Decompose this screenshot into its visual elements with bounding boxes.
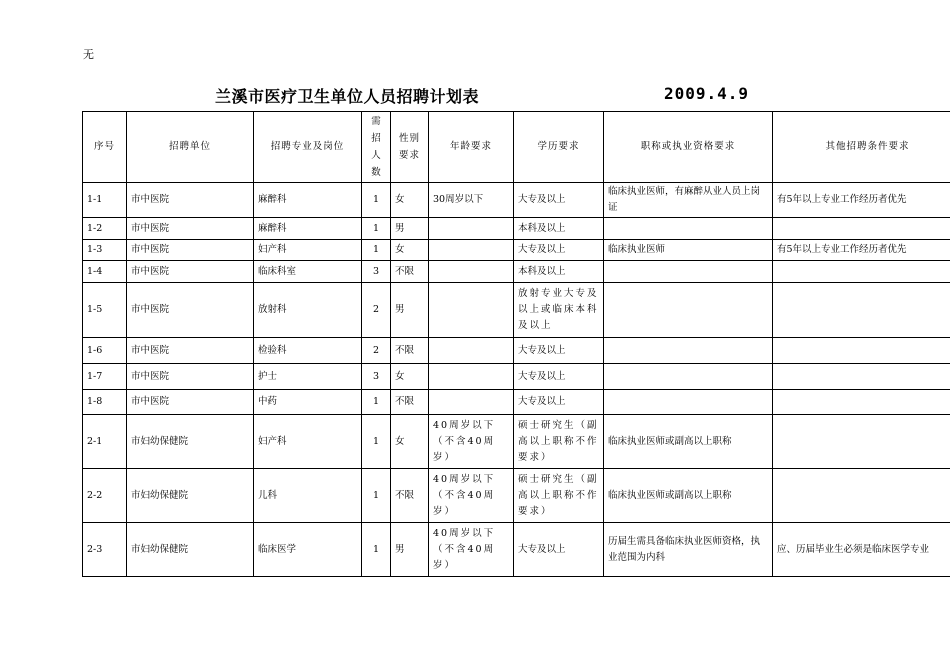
cell-title-requirement: 临床执业医师，有麻醉从业人员上岗证 [604,183,773,218]
cell-other-requirement: 应、历届毕业生必须是临床医学专业 [773,523,950,577]
cell-education: 硕士研究生（副高以上职称不作要求） [514,415,604,469]
cell-age: 40周岁以下（不含40周岁） [429,415,514,469]
cell-age [429,283,514,338]
cell-position: 妇产科 [254,415,362,469]
header-age: 年龄要求 [429,112,514,183]
cell-count: 1 [362,523,391,577]
cell-education: 本科及以上 [514,261,604,283]
cell-count: 1 [362,183,391,218]
cell-gender: 男 [391,218,429,240]
cell-seq: 1-4 [83,261,127,283]
page-title: 兰溪市医疗卫生单位人员招聘计划表 [215,87,480,106]
cell-unit: 市中医院 [127,240,254,261]
cell-age [429,261,514,283]
cell-seq: 1-2 [83,218,127,240]
cell-other-requirement: 有5年以上专业工作经历者优先 [773,183,950,218]
cell-unit: 市中医院 [127,390,254,415]
cell-gender: 女 [391,364,429,390]
cell-seq: 2-2 [83,469,127,523]
header-count: 需招人数 [362,112,391,183]
cell-unit: 市妇幼保健院 [127,523,254,577]
cell-education: 大专及以上 [514,183,604,218]
cell-other-requirement [773,261,950,283]
cell-position: 临床医学 [254,523,362,577]
cell-count: 3 [362,364,391,390]
corner-note: 无 [83,48,94,61]
cell-other-requirement: 有5年以上专业工作经历者优先 [773,240,950,261]
cell-age: 40周岁以下（不含40周岁） [429,523,514,577]
table-row [83,415,950,469]
cell-education: 大专及以上 [514,338,604,364]
document-date: 2009.4.9 [664,84,750,103]
recruitment-table [82,111,950,577]
table-row [83,183,950,218]
cell-unit: 市中医院 [127,183,254,218]
table-row [83,390,950,415]
cell-title-requirement [604,261,773,283]
recruitment-table-container [82,111,950,578]
cell-title-requirement [604,338,773,364]
cell-other-requirement [773,364,950,390]
cell-gender: 女 [391,183,429,218]
cell-education: 本科及以上 [514,218,604,240]
cell-title-requirement [604,218,773,240]
cell-position: 中药 [254,390,362,415]
cell-unit: 市中医院 [127,261,254,283]
cell-title-requirement [604,364,773,390]
table-row [83,469,950,523]
table-row [83,523,950,577]
cell-title-requirement [604,283,773,338]
cell-seq: 1-5 [83,283,127,338]
header-other-requirement: 其他招聘条件要求 [773,112,950,183]
cell-age [429,218,514,240]
cell-other-requirement [773,390,950,415]
header-education: 学历要求 [514,112,604,183]
cell-unit: 市中医院 [127,218,254,240]
cell-position: 检验科 [254,338,362,364]
cell-education: 硕士研究生（副高以上职称不作要求） [514,469,604,523]
cell-count: 1 [362,390,391,415]
cell-count: 2 [362,338,391,364]
cell-unit: 市妇幼保健院 [127,415,254,469]
table-row [83,240,950,261]
cell-title-requirement [604,390,773,415]
cell-unit: 市中医院 [127,338,254,364]
cell-education: 大专及以上 [514,240,604,261]
cell-gender: 女 [391,415,429,469]
cell-position: 护士 [254,364,362,390]
cell-position: 放射科 [254,283,362,338]
cell-seq: 1-3 [83,240,127,261]
cell-other-requirement [773,283,950,338]
cell-gender: 不限 [391,390,429,415]
cell-seq: 2-3 [83,523,127,577]
cell-unit: 市中医院 [127,283,254,338]
cell-education: 大专及以上 [514,390,604,415]
cell-age [429,390,514,415]
cell-count: 1 [362,240,391,261]
cell-education: 大专及以上 [514,523,604,577]
table-row [83,218,950,240]
header-gender: 性别要求 [391,112,429,183]
cell-unit: 市中医院 [127,364,254,390]
cell-position: 麻醉科 [254,218,362,240]
cell-gender: 男 [391,523,429,577]
cell-position: 妇产科 [254,240,362,261]
table-row [83,261,950,283]
header-row [83,112,950,183]
header-seq: 序号 [83,112,127,183]
cell-title-requirement: 临床执业医师 [604,240,773,261]
cell-count: 2 [362,283,391,338]
table-row [83,283,950,338]
table-row [83,364,950,390]
cell-gender: 不限 [391,469,429,523]
cell-seq: 1-1 [83,183,127,218]
cell-seq: 1-8 [83,390,127,415]
cell-title-requirement: 临床执业医师或副高以上职称 [604,415,773,469]
cell-education: 放射专业大专及以上或临床本科及以上 [514,283,604,338]
cell-other-requirement [773,469,950,523]
cell-seq: 1-6 [83,338,127,364]
cell-other-requirement [773,218,950,240]
cell-position: 儿科 [254,469,362,523]
cell-count: 1 [362,469,391,523]
cell-count: 1 [362,415,391,469]
cell-unit: 市妇幼保健院 [127,469,254,523]
cell-gender: 男 [391,283,429,338]
cell-age [429,338,514,364]
cell-count: 3 [362,261,391,283]
cell-position: 麻醉科 [254,183,362,218]
cell-age [429,240,514,261]
cell-education: 大专及以上 [514,364,604,390]
header-unit: 招聘单位 [127,112,254,183]
cell-count: 1 [362,218,391,240]
cell-seq: 1-7 [83,364,127,390]
cell-gender: 不限 [391,338,429,364]
cell-seq: 2-1 [83,415,127,469]
cell-title-requirement: 临床执业医师或副高以上职称 [604,469,773,523]
cell-other-requirement [773,338,950,364]
cell-position: 临床科室 [254,261,362,283]
cell-gender: 女 [391,240,429,261]
header-title-requirement: 职称或执业资格要求 [604,112,773,183]
header-position: 招聘专业及岗位 [254,112,362,183]
cell-gender: 不限 [391,261,429,283]
cell-age: 30周岁以下 [429,183,514,218]
cell-age: 40周岁以下（不含40周岁） [429,469,514,523]
cell-other-requirement [773,415,950,469]
cell-age [429,364,514,390]
cell-title-requirement: 历届生需具备临床执业医师资格，执业范围为内科 [604,523,773,577]
table-row [83,338,950,364]
